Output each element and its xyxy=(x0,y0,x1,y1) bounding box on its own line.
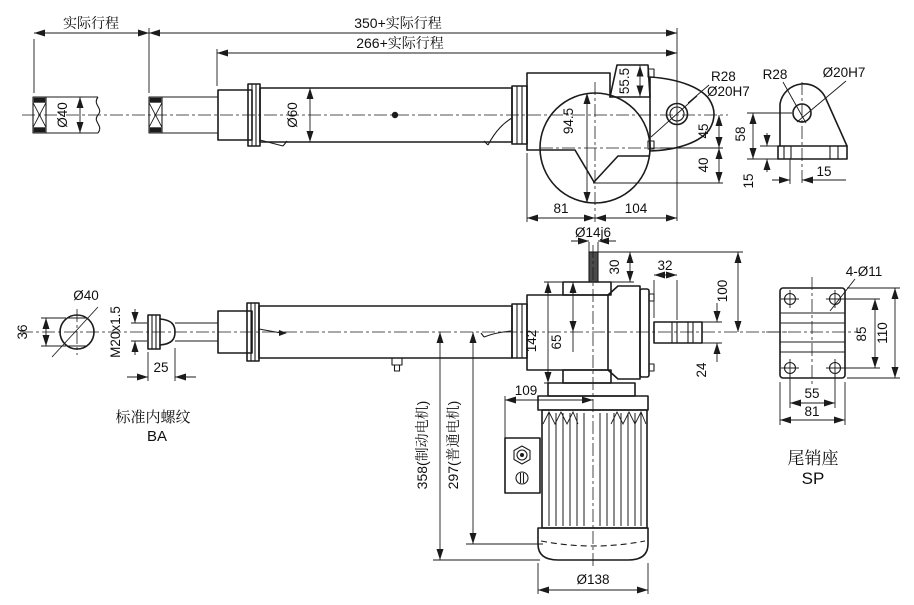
terminal-screw-icon xyxy=(516,472,528,484)
dim-actual-stroke: 实际行程 xyxy=(63,15,119,31)
mount-hole xyxy=(781,290,799,308)
bracket-dims xyxy=(733,113,846,189)
motor-dims xyxy=(414,329,648,594)
dim-gearbox-height: 142 xyxy=(524,329,539,353)
dim-hole-pitch-v: 85 xyxy=(854,326,869,342)
dim-motor-diameter: Ø138 xyxy=(576,572,610,587)
output-shaft xyxy=(589,252,598,282)
dim-shaft-diameter: Ø14j6 xyxy=(574,225,612,240)
dim-housing-diameter: 94.5 xyxy=(561,107,576,135)
dim-motor-offset: 109 xyxy=(514,383,538,398)
housing-span-dims xyxy=(527,153,677,222)
grease-port-dot xyxy=(392,112,398,118)
dim-bracket-hole: Ø20H7 xyxy=(822,65,866,80)
thread-length-dim xyxy=(127,348,196,381)
rear-plate-title: 尾销座 xyxy=(787,449,839,468)
dim-rodend-diameter: Ø40 xyxy=(73,288,99,303)
dim-rod-diameter: Ø40 xyxy=(55,102,70,128)
cylinder-tube-retracted xyxy=(218,303,527,371)
dim-shaft-to-center: 100 xyxy=(715,279,730,303)
cooling-fins xyxy=(549,413,641,526)
dim-clevis-radius: R28 xyxy=(711,69,736,84)
dim-hole-offset: 15 xyxy=(816,164,832,179)
rear-clevis xyxy=(650,77,714,151)
gearbox-dims xyxy=(524,225,743,383)
view-extended-side xyxy=(22,15,750,222)
dim-base-thickness: 15 xyxy=(741,173,756,189)
dim-center-to-top: 65 xyxy=(549,334,564,350)
dim-boss-width: 55.5 xyxy=(617,67,632,95)
drain-plug xyxy=(392,358,402,365)
plate-dims xyxy=(780,288,900,425)
overall-dimensions xyxy=(34,15,677,221)
dim-tube-diameter: Ø60 xyxy=(285,102,300,128)
view-retracted-side xyxy=(15,225,790,594)
dim-bracket-height: 58 xyxy=(733,126,748,142)
dim-shaft-height: 30 xyxy=(607,259,622,275)
rear-pin xyxy=(654,322,702,343)
dim-hole-pitch-h: 55 xyxy=(804,386,820,401)
dim-across-flats: 36 xyxy=(15,324,30,340)
rear-plate-subtitle: SP xyxy=(801,469,825,488)
rear-grease-wire xyxy=(484,118,512,145)
dim-bracket-radius: R28 xyxy=(762,67,788,82)
dim-plate-holes: 4-Ø11 xyxy=(845,264,883,279)
dim-thread-length: 25 xyxy=(153,360,169,375)
view-rear-plate xyxy=(766,264,900,488)
dim-rear-span: 104 xyxy=(624,201,648,216)
dim-overall-length: 350+实际行程 xyxy=(354,15,442,31)
dim-hole-to-center: 45 xyxy=(696,123,711,139)
dim-front-span: 81 xyxy=(553,201,569,216)
dim-clevis-hole: Ø20H7 xyxy=(707,84,750,99)
dim-rear-width: 32 xyxy=(657,258,673,273)
note-internal-thread: 标准内螺纹 xyxy=(115,409,191,426)
note-ba-code: BA xyxy=(146,428,168,445)
clevis-offset-dims xyxy=(593,115,723,183)
view-front-bracket xyxy=(733,65,865,189)
dim-length-brake-motor: 358(制动电机) xyxy=(414,400,430,490)
motor xyxy=(505,396,648,560)
front-grease-wire xyxy=(260,140,287,146)
dim-thread: M20x1.5 xyxy=(108,306,123,358)
dim-pin-diameter: 24 xyxy=(694,362,709,378)
dim-tube-length: 266+实际行程 xyxy=(356,35,444,51)
dim-plate-width: 81 xyxy=(804,404,820,419)
bracket-body xyxy=(778,81,847,186)
dim-plate-height: 110 xyxy=(875,322,890,344)
dim-length-standard-motor: 297(普通电机) xyxy=(445,400,461,490)
dim-center-to-base: 40 xyxy=(696,157,711,173)
